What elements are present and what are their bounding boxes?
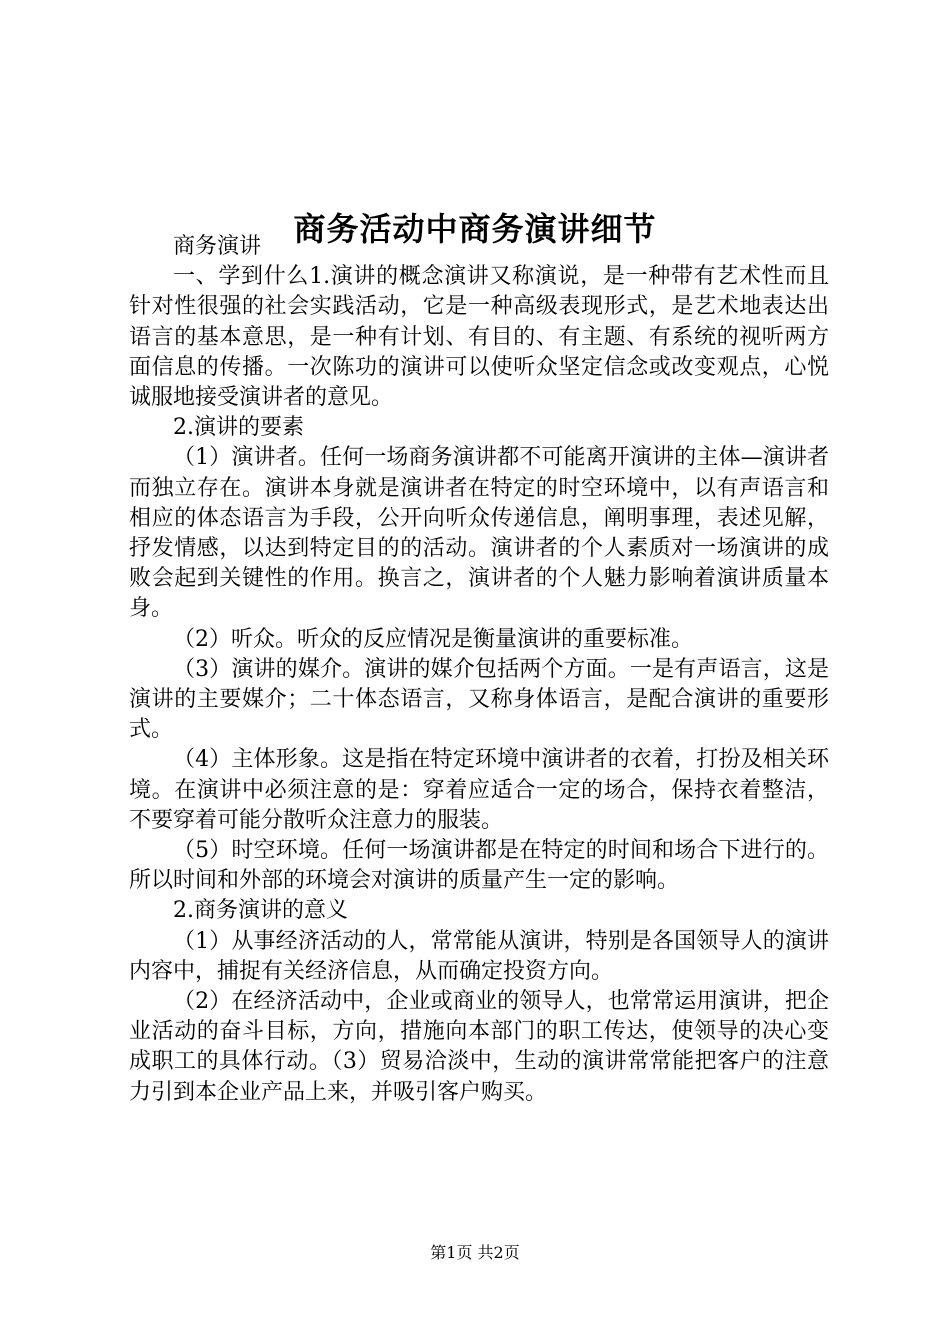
- paragraph-significance-2: （2）在经济活动中，企业或商业的领导人，也常常运用演讲，把企业活动的奋斗目标，方向，措施向本部门的职工传达，使领导的决心变成职工的具体行动。（3）贸易洽淡中，生动的演讲常常能把客户的注意力引到本企业产品上来，并吸引客户购买。: [129, 989, 829, 1105]
- paragraph-speaker: （1）演讲者。任何一场商务演讲都不可能离开演讲的主体—演讲者而独立存在。演讲本身就是演讲者在特定的时空环境中，以有声语言和相应的体态语言为手段，公开向听众传递信息，阐明事理，表述见解，抒发情感，以达到特定目的的活动。演讲者的个人素质对一场演讲的成败会起到关键性的作用。换言之，演讲者的个人魅力影响着演讲质量本身。: [129, 445, 829, 622]
- paragraph-elements-heading: 2.演讲的要素: [173, 415, 304, 441]
- document-body: [129, 232, 829, 1108]
- paragraph-significance-1: （1）从事经济活动的人，常常能从演讲，特别是各国领导人的演讲内容中，捕捉有关经济信息，从而确定投资方向。: [129, 928, 829, 984]
- paragraph-environment: （5）时空环境。任何一场演讲都是在特定的时间和场合下进行的。所以时间和外部的环境会对演讲的质量产生一定的影响。: [129, 838, 829, 894]
- paragraph-medium: （3）演讲的媒介。演讲的媒介包括两个方面。一是有声语言，这是演讲的主要媒介；二十体态语言，又称身体语言，是配合演讲的重要形式。: [129, 656, 829, 743]
- paragraph-audience: （2）听众。听众的反应情况是衡量演讲的重要标准。: [173, 626, 693, 652]
- paragraph-significance-heading: 2.商务演讲的意义: [173, 898, 348, 924]
- document-title: 商务活动中商务演讲细节: [293, 210, 657, 249]
- paragraph-image: （4）主体形象。这是指在特定环境中演讲者的衣着，打扮及相关环境。在演讲中必须注意的是：穿着应适合一定的场合，保持衣着整洁，不要穿着可能分散听众注意力的服装。: [129, 747, 829, 833]
- paragraph-concept: 一、学到什么1.演讲的概念演讲又称演说，是一种带有艺术性而且针对性很强的社会实践活动，它是一种高级表现形式，是艺术地表达出语言的基本意思，是一种有计划、有目的、有主题、有系统的视听两方面信息的传播。一次陈功的演讲可以使听众坚定信念或改变观点，心悦诚服地接受演讲者的意见。: [129, 264, 829, 411]
- page-footer: 第1页 共2页: [430, 1243, 520, 1262]
- paragraph-subtitle: 商务演讲: [173, 234, 262, 259]
